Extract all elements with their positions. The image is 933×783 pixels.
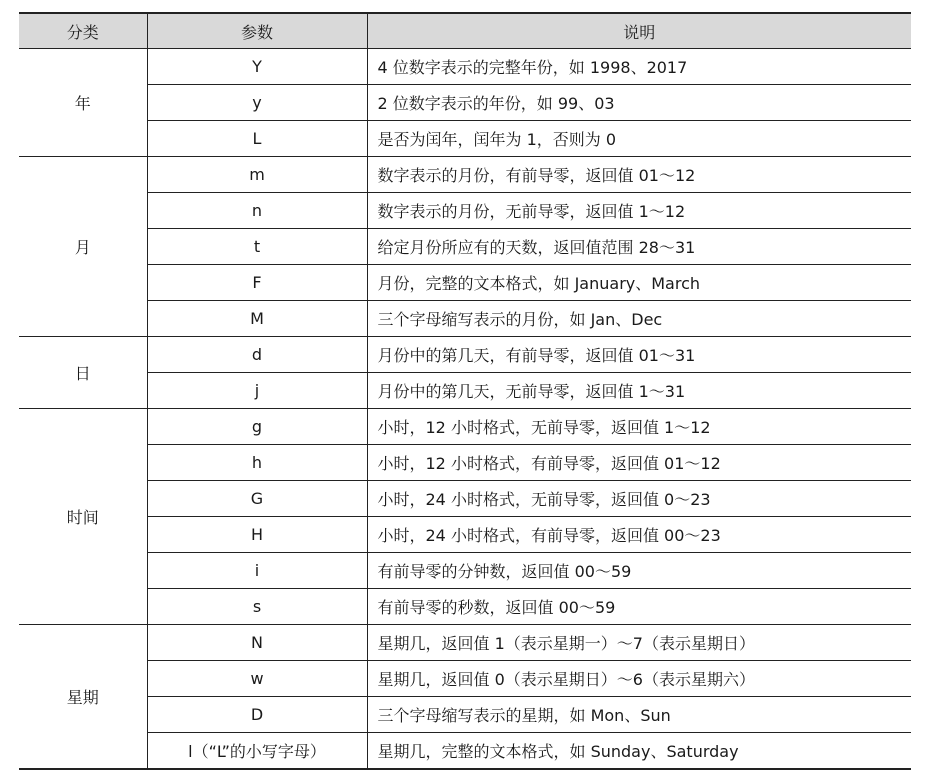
param-cell: j	[147, 373, 367, 409]
table-row	[19, 85, 911, 121]
param-cell: M	[147, 301, 367, 337]
header-description: 说明	[367, 13, 911, 49]
param-cell: i	[147, 553, 367, 589]
table-row	[19, 373, 911, 409]
description-cell: 小时，12 小时格式，无前导零，返回值 1～12	[367, 409, 911, 445]
description-cell: 小时，24 小时格式，有前导零，返回值 00～23	[367, 517, 911, 553]
table-row	[19, 49, 911, 85]
description-cell: 2 位数字表示的年份，如 99、03	[367, 85, 911, 121]
description-cell: 4 位数字表示的完整年份，如 1998、2017	[367, 49, 911, 85]
category-cell: 时间	[19, 409, 147, 625]
table-row	[19, 553, 911, 589]
category-cell: 月	[19, 157, 147, 337]
table-row	[19, 589, 911, 625]
table-row	[19, 121, 911, 157]
header-category: 分类	[19, 13, 147, 49]
table-row	[19, 517, 911, 553]
param-cell: t	[147, 229, 367, 265]
category-cell: 星期	[19, 625, 147, 770]
description-cell: 月份中的第几天，有前导零，返回值 01～31	[367, 337, 911, 373]
description-cell: 星期几，返回值 0（表示星期日）～6（表示星期六）	[367, 661, 911, 697]
description-cell: 有前导零的秒数，返回值 00～59	[367, 589, 911, 625]
description-cell: 给定月份所应有的天数，返回值范围 28～31	[367, 229, 911, 265]
param-cell: s	[147, 589, 367, 625]
table-row	[19, 157, 911, 193]
description-cell: 数字表示的月份，无前导零，返回值 1～12	[367, 193, 911, 229]
param-cell: l（“L”的小写字母）	[147, 733, 367, 770]
param-cell: d	[147, 337, 367, 373]
param-cell: D	[147, 697, 367, 733]
header-param: 参数	[147, 13, 367, 49]
table-row	[19, 445, 911, 481]
header-row	[19, 13, 911, 49]
category-cell: 日	[19, 337, 147, 409]
param-cell: H	[147, 517, 367, 553]
param-cell: g	[147, 409, 367, 445]
table-row	[19, 733, 911, 770]
description-cell: 小时，12 小时格式，有前导零，返回值 01～12	[367, 445, 911, 481]
description-cell: 星期几，完整的文本格式，如 Sunday、Saturday	[367, 733, 911, 770]
category-cell: 年	[19, 49, 147, 157]
param-cell: G	[147, 481, 367, 517]
description-cell: 有前导零的分钟数，返回值 00～59	[367, 553, 911, 589]
param-cell: h	[147, 445, 367, 481]
param-cell: y	[147, 85, 367, 121]
description-cell: 星期几，返回值 1（表示星期一）～7（表示星期日）	[367, 625, 911, 661]
table-row	[19, 265, 911, 301]
date-format-table	[19, 12, 911, 770]
table-header	[19, 13, 911, 49]
param-cell: F	[147, 265, 367, 301]
description-cell: 是否为闰年，闰年为 1，否则为 0	[367, 121, 911, 157]
param-cell: L	[147, 121, 367, 157]
param-cell: w	[147, 661, 367, 697]
description-cell: 小时，24 小时格式，无前导零，返回值 0～23	[367, 481, 911, 517]
table-row	[19, 229, 911, 265]
description-cell: 三个字母缩写表示的月份，如 Jan、Dec	[367, 301, 911, 337]
table-row	[19, 661, 911, 697]
description-cell: 三个字母缩写表示的星期，如 Mon、Sun	[367, 697, 911, 733]
table-row	[19, 481, 911, 517]
table-row	[19, 625, 911, 661]
param-cell: n	[147, 193, 367, 229]
table-row	[19, 409, 911, 445]
param-cell: Y	[147, 49, 367, 85]
param-cell: N	[147, 625, 367, 661]
param-cell: m	[147, 157, 367, 193]
description-cell: 月份，完整的文本格式，如 January、March	[367, 265, 911, 301]
description-cell: 月份中的第几天，无前导零，返回值 1～31	[367, 373, 911, 409]
table-row	[19, 193, 911, 229]
description-cell: 数字表示的月份，有前导零，返回值 01～12	[367, 157, 911, 193]
table-row	[19, 697, 911, 733]
table-row	[19, 301, 911, 337]
table-body	[19, 49, 911, 770]
table-row	[19, 337, 911, 373]
